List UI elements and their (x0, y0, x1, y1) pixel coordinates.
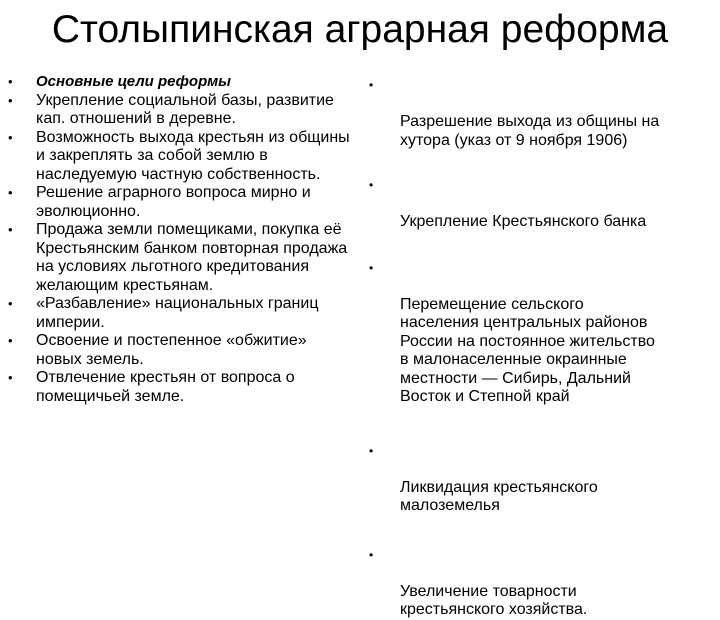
list-item-text: Укрепление социальной базы, развитие кап. отношений в деревне. (36, 91, 334, 127)
list-item (369, 442, 720, 516)
list-item-text: «Разбавление» национальных границ империи. (36, 295, 319, 331)
slide-title: Столыпинская аграрная реформа (51, 8, 669, 51)
list-item-text: Увеличение товарности крестьянского хозяйства. (400, 582, 588, 618)
list-item-text: Укрепление Крестьянского банка (400, 213, 647, 230)
list-item (6, 221, 351, 295)
list-item (6, 369, 351, 406)
list-item-text: Возможность выхода крестьян из общины и закреплять за собой землю в наследуемую частную собственность. (36, 128, 350, 183)
bullet-icon: • (369, 547, 374, 562)
bullet-icon: • (8, 296, 13, 311)
list-item-text: Перемещение сельского населения центральных районов России на постоянное жительство в малонаселенные окраинные местности — Сибирь, Дальний Восток и Степной край (400, 295, 655, 405)
list-item (369, 259, 720, 407)
bullet-icon: • (8, 74, 13, 89)
bullet-icon: • (369, 78, 374, 92)
bullet-icon: • (8, 185, 13, 200)
list-item (6, 184, 351, 221)
bullet-icon: • (369, 260, 374, 275)
bullet-icon: • (8, 92, 13, 108)
bullet-icon: • (8, 222, 13, 237)
list-item (6, 92, 351, 129)
bullet-icon: • (369, 443, 374, 458)
reform-goals-list (6, 73, 351, 406)
list-item-text: Ликвидация крестьянского малоземелья (400, 478, 598, 514)
list-item-text: Продажа земли помещиками, покупка её Крестьянским банком повторная продажа на условиях льготного кредитования желающим крестьянам. (36, 221, 348, 294)
list-item-text: Разрешение выхода из общины на хутора (указ от 9 ноября 1906) (400, 113, 660, 149)
list-item-text: Решение аграрного вопроса мирно и эволюционно. (36, 184, 311, 220)
reform-measures-list (369, 76, 720, 620)
list-item (369, 76, 720, 150)
goals-heading: Основные цели реформы (36, 73, 231, 90)
list-item (369, 546, 720, 620)
bullet-icon: • (369, 178, 374, 192)
bullet-icon: • (8, 129, 13, 145)
list-item-text: Освоение и постепенное «обжитие» новых земель. (36, 332, 307, 368)
bullet-icon: • (8, 370, 13, 385)
list-heading (6, 73, 351, 92)
list-item (369, 176, 720, 232)
list-item-text: Отвлечение крестьян от вопроса о помещичьей земле. (36, 369, 295, 405)
list-item (6, 332, 351, 369)
list-item (6, 129, 351, 185)
bullet-icon: • (8, 333, 13, 348)
list-item (6, 295, 351, 332)
